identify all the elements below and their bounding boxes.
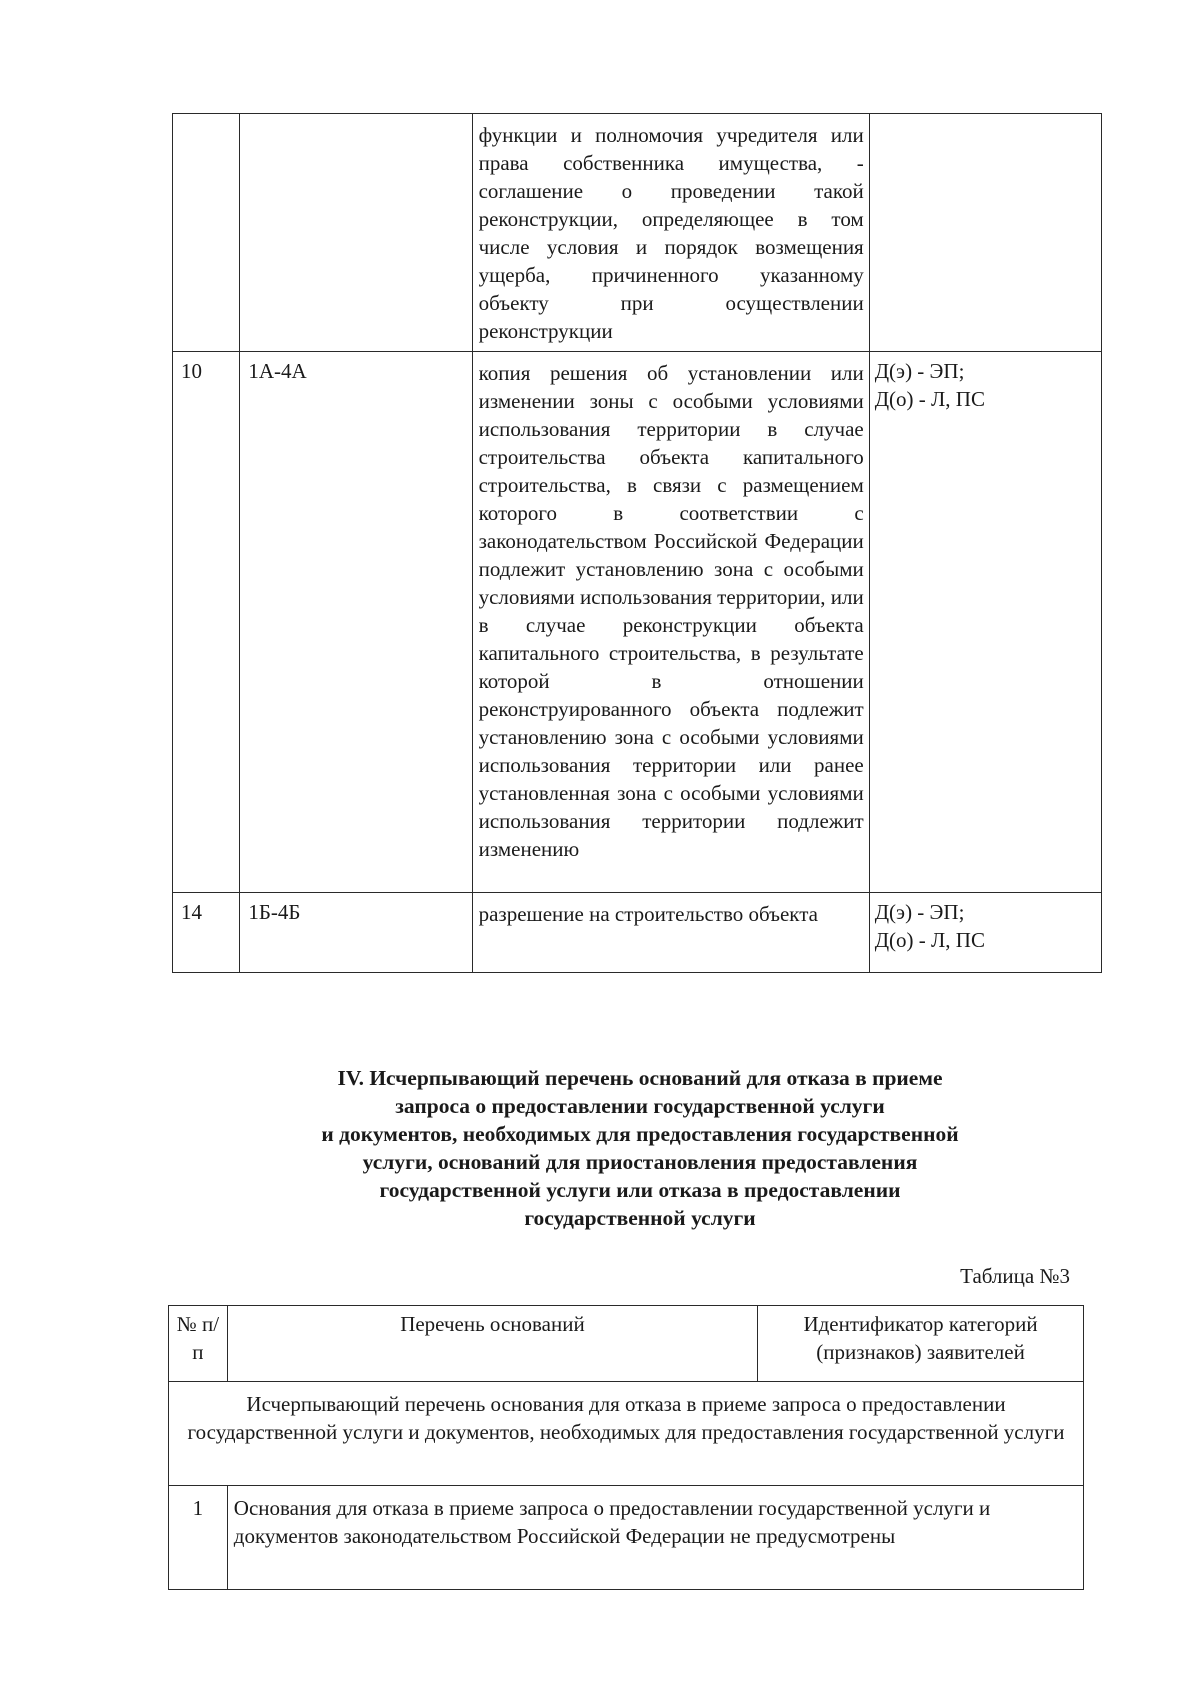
group-title: Исчерпывающий перечень основания для отказа в приеме запроса о предоставлении государственной услуги и документов, необходимых для предоставления государственной услуги xyxy=(187,1392,1065,1444)
row-number-cell xyxy=(173,893,240,973)
refusal-grounds-table xyxy=(168,1305,1084,1590)
table-row xyxy=(173,114,1102,352)
header-grounds: Перечень оснований xyxy=(400,1312,585,1336)
group-title-cell xyxy=(169,1382,1084,1486)
header-grounds-cell xyxy=(227,1306,757,1382)
document-description: функции и полномочия учредителя или права собственника имущества, - соглашение о проведении такой реконструкции, определяющее в том числе условия и порядок возмещения ущерба, причиненного указанному объекту при осуществлении реконструкции xyxy=(478,123,864,343)
document-description: разрешение на строительство объекта xyxy=(478,902,818,926)
form-line-electronic: Д(э) - ЭП; xyxy=(874,359,965,383)
group-title-row xyxy=(169,1382,1084,1486)
category-code: 1Б-4Б xyxy=(248,900,301,924)
row-text: Основания для отказа в приеме запроса о предоставлении государственной услуги и документов законодательством Российской Федерации не предусмотрены xyxy=(233,1496,991,1548)
section-heading xyxy=(250,1064,1030,1232)
header-num: № п/п xyxy=(176,1312,220,1364)
form-line-electronic xyxy=(870,114,1101,119)
documents-table-continued xyxy=(172,113,1102,973)
form-cell xyxy=(869,114,1101,352)
form-line-electronic: Д(э) - ЭП; xyxy=(874,900,965,924)
category-code xyxy=(240,114,471,119)
document-cell xyxy=(472,352,869,893)
table-row xyxy=(173,893,1102,973)
header-row xyxy=(169,1306,1084,1382)
form-cell xyxy=(869,893,1101,973)
table-row xyxy=(173,352,1102,893)
document-cell xyxy=(472,893,869,973)
document-description: копия решения об установлении или изменении зоны с особыми условиями использования территории в случае строительства объекта капитального строительства, в связи с размещением которого в соответствии с законодательством Российской Федерации подлежит установлению зона с особыми условиями использования территории, или в случае реконструкции объекта капитального строительства, в результате которой в отношении реконструированного объекта подлежит установлению зона с особыми условиями использования территории или ранее установленная зона с особыми условиями использования территории подлежит изменению xyxy=(478,361,864,861)
row-number: 10 xyxy=(181,359,202,383)
row-number: 1 xyxy=(192,1496,204,1520)
category-cell xyxy=(240,893,472,973)
table-label: Таблица №3 xyxy=(960,1264,1070,1288)
heading-line: государственной услуги или отказа в предоставлении xyxy=(379,1178,901,1202)
form-line-paper: Д(о) - Л, ПС xyxy=(874,928,985,952)
heading-line: IV. Исчерпывающий перечень оснований для отказа в приеме xyxy=(337,1066,943,1090)
row-text-cell xyxy=(227,1486,1083,1590)
heading-line: государственной услуги xyxy=(524,1206,756,1230)
row-number xyxy=(173,114,239,119)
header-identifier-cell xyxy=(758,1306,1084,1382)
row-number-cell xyxy=(169,1486,228,1590)
header-identifier: Идентификатор категорий (признаков) заявителей xyxy=(803,1312,1038,1364)
heading-line: и документов, необходимых для предоставления государственной xyxy=(321,1122,959,1146)
category-cell xyxy=(240,114,472,352)
table-row xyxy=(169,1486,1084,1590)
category-code: 1А-4А xyxy=(248,359,307,383)
heading-line: услуги, оснований для приостановления предоставления xyxy=(362,1150,918,1174)
document-cell xyxy=(472,114,869,352)
row-number-cell xyxy=(173,114,240,352)
form-line-paper: Д(о) - Л, ПС xyxy=(874,387,985,411)
category-cell xyxy=(240,352,472,893)
header-num-cell xyxy=(169,1306,228,1382)
form-cell xyxy=(869,352,1101,893)
row-number: 14 xyxy=(181,900,202,924)
row-number-cell xyxy=(173,352,240,893)
heading-line: запроса о предоставлении государственной услуги xyxy=(395,1094,885,1118)
